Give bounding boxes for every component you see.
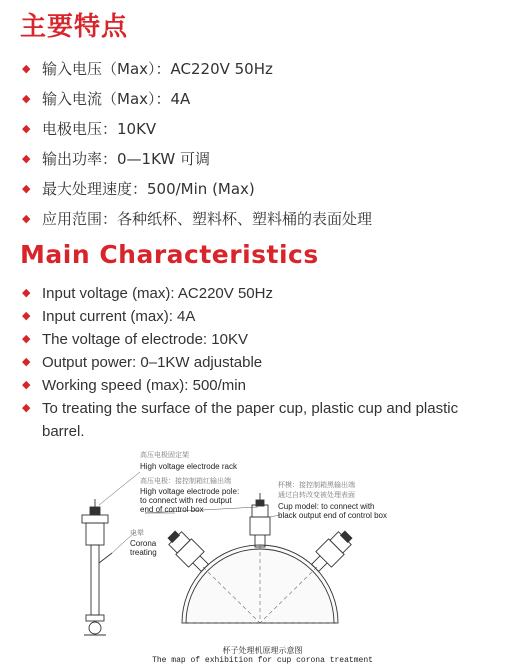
machine-schematic — [0, 445, 525, 670]
cup-label-en-line1: Cup model: to connect with — [278, 502, 375, 511]
list-item — [22, 397, 482, 443]
feature-text: 输出功率：0—1KW 可调 — [42, 150, 210, 168]
chinese-section-title: 主要特点 — [20, 12, 129, 42]
corona-label-cn: 电晕 — [130, 529, 144, 537]
feature-text: To treating the surface of the paper cup, plastic cup and plastic barrel. — [42, 400, 459, 440]
diamond-bullet-icon: ◆ — [22, 333, 31, 345]
list-item — [22, 328, 482, 351]
cup-label-en-line2: black output end of control box — [278, 511, 387, 520]
list-item — [22, 118, 372, 148]
chinese-feature-list — [22, 58, 372, 238]
feature-text: Working speed (max): 500/min — [42, 377, 246, 394]
corona-label-en-line2: treating — [130, 548, 157, 557]
list-item — [22, 148, 372, 178]
feature-text: Output power: 0–1KW adjustable — [42, 354, 263, 371]
corona-label-en-line1: Corona — [130, 539, 157, 548]
feature-text: 输入电压（Max）：AC220V 50Hz — [42, 60, 273, 78]
rack-label-en: High voltage electrode rack — [140, 462, 237, 471]
diamond-bullet-icon: ◆ — [22, 212, 31, 225]
pole-label-en-line1: High voltage electrode pole: — [140, 487, 240, 496]
feature-text: 电极电压：10KV — [42, 120, 157, 138]
list-item — [22, 305, 482, 328]
cup-label-cn-line2: 通过自转改变被处理表面 — [278, 491, 355, 499]
diamond-bullet-icon: ◆ — [22, 402, 31, 414]
list-item — [22, 208, 372, 238]
feature-text: Input voltage (max): AC220V 50Hz — [42, 285, 273, 302]
feature-text: 输入电流（Max）：4A — [42, 90, 191, 108]
corona-treatment-diagram — [0, 445, 525, 670]
diamond-bullet-icon: ◆ — [22, 182, 31, 195]
diamond-bullet-icon: ◆ — [22, 62, 31, 75]
cup-label-cn-line1: 杯模：接控制箱黑输出端 — [278, 481, 355, 489]
feature-text: 最大处理速度：500/Min (Max) — [42, 180, 255, 198]
diamond-bullet-icon: ◆ — [22, 356, 31, 368]
diagram-caption-en: The map of exhibition for cup corona treatment — [152, 656, 373, 665]
electrode-rack — [82, 499, 112, 635]
diamond-bullet-icon: ◆ — [22, 379, 31, 391]
list-item — [22, 88, 372, 118]
pole-label-en-line2: to connect with red output — [140, 496, 232, 505]
pole-label-en-line3: end of control box — [140, 505, 204, 514]
list-item — [22, 351, 482, 374]
feature-text: The voltage of electrode: 10KV — [42, 331, 248, 348]
diamond-bullet-icon: ◆ — [22, 152, 31, 165]
diamond-bullet-icon: ◆ — [22, 287, 31, 299]
diamond-bullet-icon: ◆ — [22, 92, 31, 105]
list-item — [22, 58, 372, 88]
feature-text: Input current (max): 4A — [42, 308, 196, 325]
english-section-title: Main Characteristics — [20, 240, 319, 269]
diamond-bullet-icon: ◆ — [22, 310, 31, 322]
diamond-bullet-icon: ◆ — [22, 122, 31, 135]
pole-label-cn: 高压电极：接控制箱红输出端 — [140, 477, 231, 485]
rack-label-cn: 高压电极固定架 — [140, 451, 189, 459]
diagram-caption-cn: 杯子处理机原理示意图 — [222, 646, 303, 655]
list-item — [22, 282, 482, 305]
feature-text: 应用范围：各种纸杯、塑料杯、塑料桶的表面处理 — [42, 210, 373, 228]
list-item — [22, 374, 482, 397]
list-item — [22, 178, 372, 208]
english-feature-list — [22, 282, 482, 443]
top-cup-arm — [250, 493, 270, 547]
